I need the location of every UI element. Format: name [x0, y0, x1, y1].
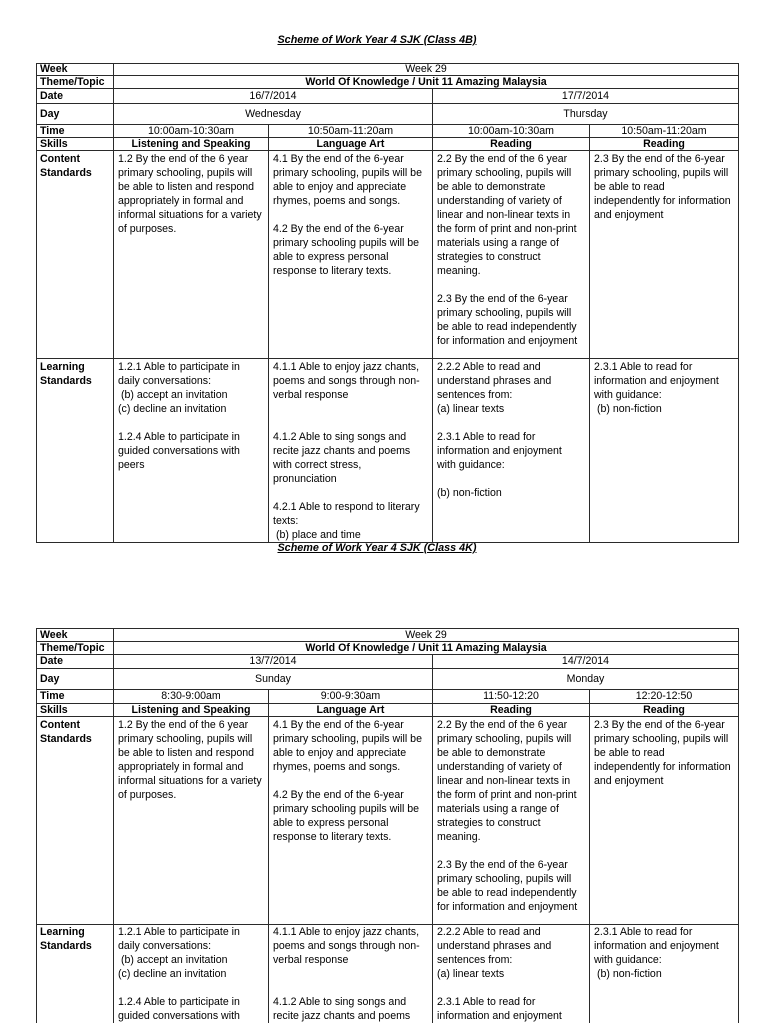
content-standard-cell: 4.1 By the end of the 6-year primary schooling, pupils will be able to enjoy and appreciate rhymes, poems and songs. 4.2 By the end of the 6-year primary schooling pupils will be able to express personal response to literary texts.: [269, 151, 433, 359]
day-value: Monday: [433, 669, 739, 690]
week-label: Week: [37, 629, 114, 642]
scheme-title: Scheme of Work Year 4 SJK (Class 4B): [277, 34, 477, 46]
week-row: [37, 629, 739, 642]
time-value: 10:00am-10:30am: [433, 125, 590, 138]
skill-value: Reading: [590, 138, 739, 151]
skill-value: Reading: [433, 138, 590, 151]
scheme-title: Scheme of Work Year 4 SJK (Class 4K): [277, 542, 477, 554]
learning-standards-label: Learning Standards: [37, 925, 114, 1024]
day-row: [37, 669, 739, 690]
content-standard-cell: 2.2 By the end of the 6 year primary schooling, pupils will be able to demonstrate understanding of variety of linear and non-linear texts in the form of print and non-print materials using a range of strategies to construct meaning. 2.3 By the end of the 6-year primary schooling, pupils will be able to read independently for information and enjoyment: [433, 151, 590, 359]
theme-row: [37, 642, 739, 655]
content-standards-label: Content Standards: [37, 151, 114, 359]
time-value: 9:00-9:30am: [269, 690, 433, 704]
scheme-table: [36, 628, 739, 1023]
content-standard-cell: 2.3 By the end of the 6-year primary schooling, pupils will be able to read independently for information and enjoyment: [590, 717, 739, 925]
skills-row: [37, 704, 739, 717]
week-label: Week: [37, 64, 114, 76]
week-value: Week 29: [114, 629, 739, 642]
time-value: 10:50am-11:20am: [269, 125, 433, 138]
time-value: 12:20-12:50: [590, 690, 739, 704]
date-row: [37, 655, 739, 669]
day-value: Thursday: [433, 104, 739, 125]
time-value: 10:00am-10:30am: [114, 125, 269, 138]
theme-value: World Of Knowledge / Unit 11 Amazing Malaysia: [114, 76, 739, 89]
skill-value: Listening and Speaking: [114, 704, 269, 717]
date-row: [37, 89, 739, 104]
date-value: 13/7/2014: [114, 655, 433, 669]
content-standards-label: Content Standards: [37, 717, 114, 925]
skills-row: [37, 138, 739, 151]
time-label: Time: [37, 125, 114, 138]
skill-value: Reading: [590, 704, 739, 717]
learning-standard-cell: 4.1.1 Able to enjoy jazz chants, poems and songs through non- verbal response 4.1.2 Able to sing songs and recite jazz chants and poems: [269, 925, 433, 1024]
learning-standards-row: [37, 359, 739, 543]
learning-standard-cell: 2.3.1 Able to read for information and enjoyment with guidance: (b) non-fiction: [590, 359, 739, 543]
content-standard-cell: 1.2 By the end of the 6 year primary schooling, pupils will be able to listen and respond appropriately in formal and informal situations for a variety of purposes.: [114, 717, 269, 925]
content-standard-cell: 1.2 By the end of the 6 year primary schooling, pupils will be able to listen and respond appropriately in formal and informal situations for a variety of purposes.: [114, 151, 269, 359]
skill-value: Reading: [433, 704, 590, 717]
day-value: Wednesday: [114, 104, 433, 125]
date-label: Date: [37, 655, 114, 669]
theme-label: Theme/Topic: [37, 642, 114, 655]
learning-standard-cell: 4.1.1 Able to enjoy jazz chants, poems and songs through non- verbal response 4.1.2 Able to sing songs and recite jazz chants and poems with correct stress, pronunciation 4.2.1 Able to respond to literary texts: (b) place and time: [269, 359, 433, 543]
content-standard-cell: 2.2 By the end of the 6 year primary schooling, pupils will be able to demonstrate understanding of variety of linear and non-linear texts in the form of print and non-print materials using a range of strategies to construct meaning. 2.3 By the end of the 6-year primary schooling, pupils will be able to read independently for information and enjoyment: [433, 717, 590, 925]
content-standard-cell: 2.3 By the end of the 6-year primary schooling, pupils will be able to read independently for information and enjoyment: [590, 151, 739, 359]
day-label: Day: [37, 104, 114, 125]
learning-standards-row: [37, 925, 739, 1024]
day-row: [37, 104, 739, 125]
learning-standard-cell: 2.2.2 Able to read and understand phrases and sentences from: (a) linear texts 2.3.1 Able to read for information and enjoyment: [433, 925, 590, 1024]
time-value: 11:50-12:20: [433, 690, 590, 704]
theme-row: [37, 76, 739, 89]
learning-standards-label: Learning Standards: [37, 359, 114, 543]
scheme-table: [36, 63, 739, 543]
time-value: 10:50am-11:20am: [590, 125, 739, 138]
learning-standard-cell: 2.2.2 Able to read and understand phrases and sentences from: (a) linear texts 2.3.1 Able to read for information and enjoyment with guidance: (b) non-fiction: [433, 359, 590, 543]
theme-label: Theme/Topic: [37, 76, 114, 89]
skill-value: Language Art: [269, 138, 433, 151]
theme-value: World Of Knowledge / Unit 11 Amazing Malaysia: [114, 642, 739, 655]
learning-standard-cell: 1.2.1 Able to participate in daily conversations: (b) accept an invitation (c) decline an invitation 1.2.4 Able to participate in guided conversations with: [114, 925, 269, 1024]
content-standards-row: [37, 717, 739, 925]
date-value: 17/7/2014: [433, 89, 739, 104]
week-value: Week 29: [114, 64, 739, 76]
skills-label: Skills: [37, 704, 114, 717]
learning-standard-cell: 1.2.1 Able to participate in daily conversations: (b) accept an invitation (c) decline an invitation 1.2.4 Able to participate in guided conversations with peers: [114, 359, 269, 543]
learning-standard-cell: 2.3.1 Able to read for information and enjoyment with guidance: (b) non-fiction: [590, 925, 739, 1024]
skills-label: Skills: [37, 138, 114, 151]
content-standard-cell: 4.1 By the end of the 6-year primary schooling, pupils will be able to enjoy and appreciate rhymes, poems and songs. 4.2 By the end of the 6-year primary schooling pupils will be able to express personal response to literary texts.: [269, 717, 433, 925]
skill-value: Language Art: [269, 704, 433, 717]
date-value: 14/7/2014: [433, 655, 739, 669]
date-label: Date: [37, 89, 114, 104]
day-label: Day: [37, 669, 114, 690]
time-row: [37, 690, 739, 704]
content-standards-row: [37, 151, 739, 359]
time-value: 8:30-9:00am: [114, 690, 269, 704]
time-label: Time: [37, 690, 114, 704]
date-value: 16/7/2014: [114, 89, 433, 104]
skill-value: Listening and Speaking: [114, 138, 269, 151]
day-value: Sunday: [114, 669, 433, 690]
week-row: [37, 64, 739, 76]
time-row: [37, 125, 739, 138]
